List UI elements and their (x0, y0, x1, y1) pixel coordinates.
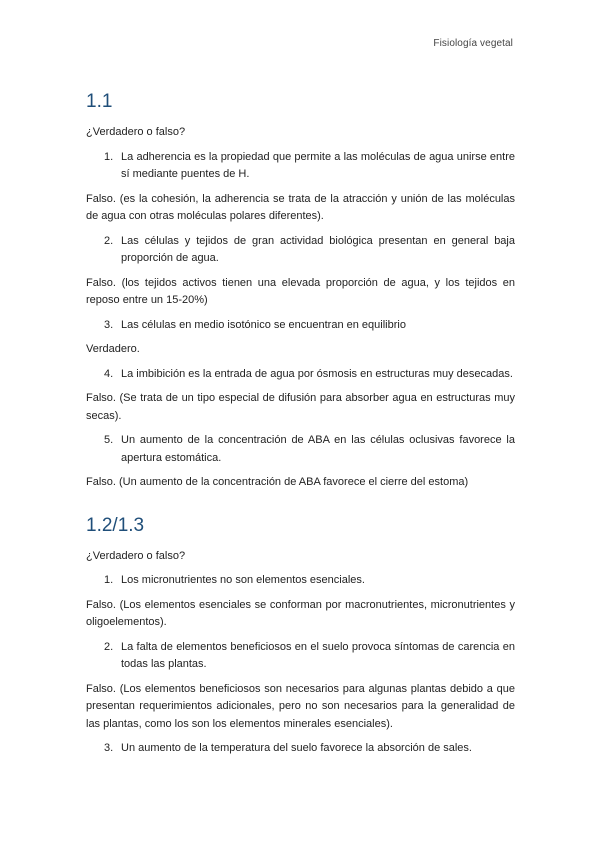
list-item (86, 639, 515, 674)
section-1-1 (86, 90, 515, 492)
answer-text: Falso. (los tejidos activos tienen una elevada proporción de agua, y los tejidos en reposo entre un 15-20%) (86, 276, 515, 306)
answer-text: Falso. (Se trata de un tipo especial de difusión para absorber agua en estructuras muy secas). (86, 392, 515, 422)
answer-text: Falso. (Los elementos beneficiosos son necesarios para algunas plantas debido a que presentan requerimientos adicionales, pero no son necesarios para la generalidad de las plantas, como los son los elementos minerales esenciales). (86, 682, 515, 730)
item-number: 1. (104, 574, 114, 586)
section-1-2-1-3 (86, 514, 515, 758)
item-statement: Las células y tejidos de gran actividad biológica presentan en general baja proporción de agua. (121, 234, 515, 264)
item-number: 4. (104, 367, 114, 380)
item-number: 3. (104, 318, 114, 331)
document-body (86, 90, 515, 765)
item-number: 2. (104, 234, 114, 247)
item-statement: Las células en medio isotónico se encuentran en equilibrio (121, 318, 406, 331)
item-number: 3. (104, 742, 114, 754)
answer-text: Verdadero. (86, 343, 140, 355)
section-heading: 1.2/1.3 (86, 514, 145, 536)
question-prompt: ¿Verdadero o falso? (86, 126, 186, 138)
list-item (86, 317, 515, 335)
list-item (86, 366, 515, 384)
item-statement: La adherencia es la propiedad que permite a las moléculas de agua unirse entre sí mediante puentes de H. (121, 150, 515, 180)
item-number: 2. (104, 640, 114, 653)
answer-text: Falso. (Un aumento de la concentración de ABA favorece el cierre del estoma) (86, 476, 469, 488)
list-item (86, 572, 515, 590)
list-item (86, 149, 515, 184)
question-prompt: ¿Verdadero o falso? (86, 549, 186, 562)
item-number: 1. (104, 150, 114, 163)
running-header: Fisiología vegetal (433, 38, 513, 49)
list-item (86, 432, 515, 467)
item-statement: Un aumento de la concentración de ABA en las células oclusivas favorece la apertura estomática. (121, 434, 515, 464)
item-statement: La falta de elementos beneficiosos en el suelo provoca síntomas de carencia en todas las plantas. (121, 640, 515, 670)
item-number: 5. (104, 434, 114, 446)
answer-text: Falso. (Los elementos esenciales se conforman por macronutrientes, micronutrientes y oligoelementos). (86, 598, 515, 628)
answer-text: Falso. (es la cohesión, la adherencia se trata de la atracción y unión de las moléculas de agua con otras moléculas polares diferentes). (86, 192, 515, 222)
item-statement: La imbibición es la entrada de agua por ósmosis en estructuras muy desecadas. (121, 367, 513, 380)
item-statement: Un aumento de la temperatura del suelo favorece la absorción de sales. (121, 742, 472, 754)
item-statement: Los micronutrientes no son elementos esenciales. (121, 574, 365, 586)
list-item (86, 233, 515, 268)
list-item (86, 740, 515, 758)
section-heading: 1.1 (86, 91, 113, 112)
